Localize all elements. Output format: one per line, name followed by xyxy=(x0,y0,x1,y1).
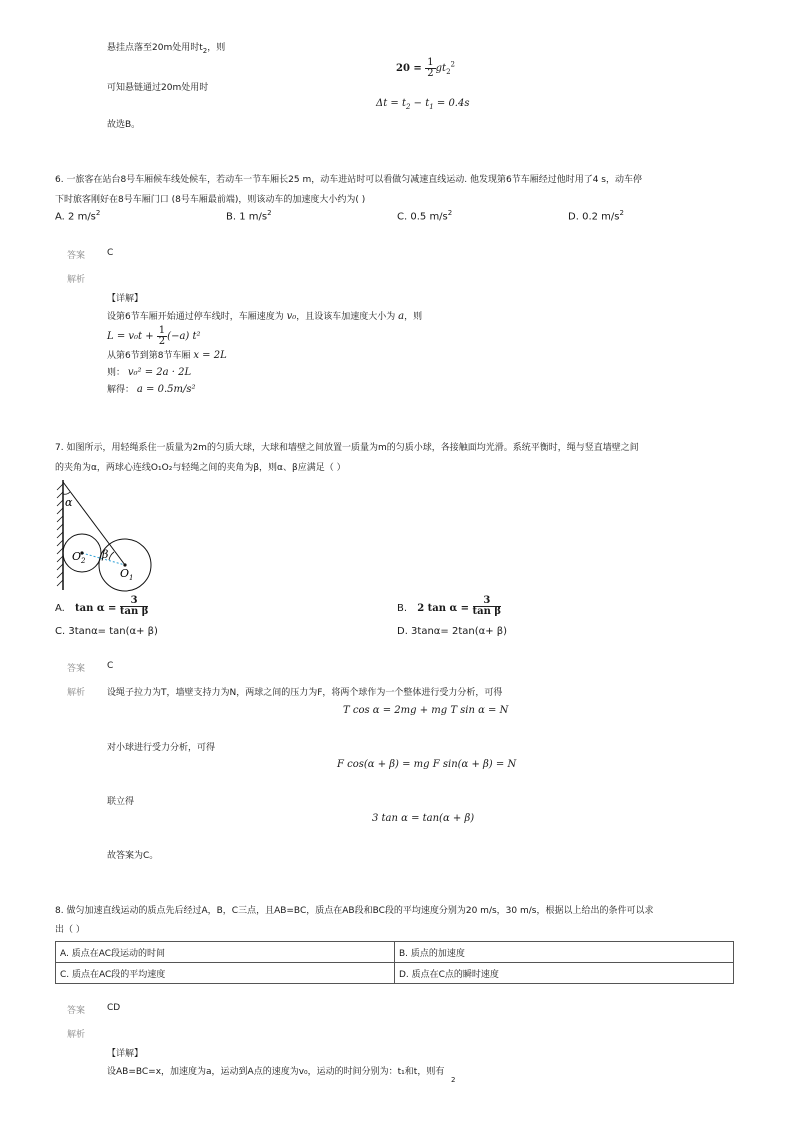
q7-analysis-line4: 故答案为C。 xyxy=(107,851,159,861)
o1-label: $O_1$ xyxy=(120,567,134,582)
q6-detail1: 设第6节车厢开始通过停车线时，车厢速度为 v₀，且设该车加速度大小为 a，则 xyxy=(107,311,423,322)
alpha-arc xyxy=(63,492,70,494)
q7-analysis-line2: 对小球进行受力分析，可得 xyxy=(107,743,216,753)
q7-analysis-label: 解析 xyxy=(67,688,86,698)
table-row xyxy=(56,963,734,984)
q7-answer: C xyxy=(107,661,114,671)
top-line3: 故选B。 xyxy=(107,120,141,130)
q7-option-d: D. 3tanα= 2tan(α+ β) xyxy=(397,626,508,637)
beta-arc xyxy=(109,552,114,560)
q6-option-d: D. 0.2 $m/s^2$ xyxy=(568,209,624,223)
q7-figure xyxy=(54,478,158,594)
q7-option-b: B. 2 tan α = $\frac{3}{\text{tan β}}$ xyxy=(397,595,502,617)
beta-label: β xyxy=(102,548,109,561)
table-row xyxy=(56,942,734,963)
q6-detail2: 从第6节到第8节车厢 x = 2L xyxy=(107,350,227,361)
top-line1: 悬挂点落至20m处用时$t_2$，则 xyxy=(107,43,226,55)
q6-detail3: 则： v₀² = 2a · 2L xyxy=(107,367,192,378)
q8-answer-label: 答案 xyxy=(67,1006,86,1016)
q8-option-c: C. 质点在AC段的平均速度 xyxy=(56,963,395,984)
alpha-label: α xyxy=(65,496,73,509)
q8-stem-line2: 出（ ） xyxy=(55,925,85,935)
q8-option-d: D. 质点在C点的瞬时速度 xyxy=(395,963,734,984)
q7-eq2: F cos(α + β) = mg F sin(α + β) = N xyxy=(337,759,517,770)
q7-stem-line2: 的夹角为α，两球心连线O₁O₂与轻绳之间的夹角为β，则α、β应满足（ ） xyxy=(55,463,346,473)
q6-option-c: C. 0.5 $m/s^2$ xyxy=(397,209,453,223)
q6-stem-line1: 6. 一旅客在站台8号车厢候车线处候车，若动车一节车厢长25 m，动车进站时可以看做匀减速直线运动. 他发现第6节车厢经过他时用了4 s，动车停 xyxy=(55,175,642,185)
q7-answer-label: 答案 xyxy=(67,664,86,674)
top-eq1: 20 = $\frac{1}{2}$ $gt_2^2$ xyxy=(396,57,455,79)
q6-option-b: B. 1 $m/s^2$ xyxy=(226,209,272,223)
q7-eq1: T cos α = 2mg + mg T sin α = N xyxy=(343,705,509,716)
q7-option-c: C. 3tanα= tan(α+ β) xyxy=(55,626,158,637)
q7-eq3: 3 tan α = tan(α + β) xyxy=(372,813,475,824)
q6-answer-label: 答案 xyxy=(67,251,86,261)
q8-options-table xyxy=(55,941,734,984)
q8-option-a: A. 质点在AC段运动的时间 xyxy=(56,942,395,963)
q6-option-a: A. 2 $m/s^2$ xyxy=(55,209,101,223)
o2-label: $O_2$ xyxy=(72,550,86,565)
q8-detail-title: 【详解】 xyxy=(107,1049,144,1059)
q8-option-b: B. 质点的加速度 xyxy=(395,942,734,963)
q6-eq-L: L = v₀t + $\frac{1}{2}$ (−a) t² xyxy=(107,325,201,347)
wall-hatching xyxy=(57,484,63,586)
q6-answer: C xyxy=(107,248,114,258)
q7-stem-line1: 7. 如图所示，用轻绳系住一质量为2m的匀质大球，大球和墙壁之间放置一质量为m的匀质小球，各接触面均光滑。系统平衡时，绳与竖直墙壁之间 xyxy=(55,443,639,453)
q8-answer: CD xyxy=(107,1003,121,1013)
q8-analysis-label: 解析 xyxy=(67,1030,86,1040)
top-eq2: $\Delta t = t_2 - t_1 = 0.4s$ xyxy=(376,98,470,111)
q7-option-a: A. tan α = $\frac{3}{\text{tan β}}$ xyxy=(55,595,149,617)
q6-analysis-label: 解析 xyxy=(67,275,86,285)
q7-analysis-line3: 联立得 xyxy=(107,797,135,807)
top-line2: 可知悬链通过20m处用时 xyxy=(107,83,209,93)
q6-detail4: 解得： a = 0.5m/s² xyxy=(107,384,196,395)
q6-stem-line2: 下时旅客刚好在8号车厢门口 (8号车厢最前端)，则该动车的加速度大小约为( ) xyxy=(55,195,366,205)
q6-detail-title: 【详解】 xyxy=(107,294,144,304)
q8-stem-line1: 8. 做匀加速直线运动的质点先后经过A，B，C三点，且AB=BC，质点在AB段和BC段的平均速度分别为20 m/s，30 m/s，根据以上给出的条件可以求 xyxy=(55,906,654,916)
q8-detail1: 设AB=BC=x，加速度为a，运动到A点的速度为v₀，运动的时间分别为：t₁和t，则有 xyxy=(107,1067,445,1077)
q7-analysis-line1: 设绳子拉力为T，墙壁支持力为N，两球之间的压力为F，将两个球作为一个整体进行受力分析，可得 xyxy=(107,688,503,698)
page-number: 2 xyxy=(451,1076,456,1084)
